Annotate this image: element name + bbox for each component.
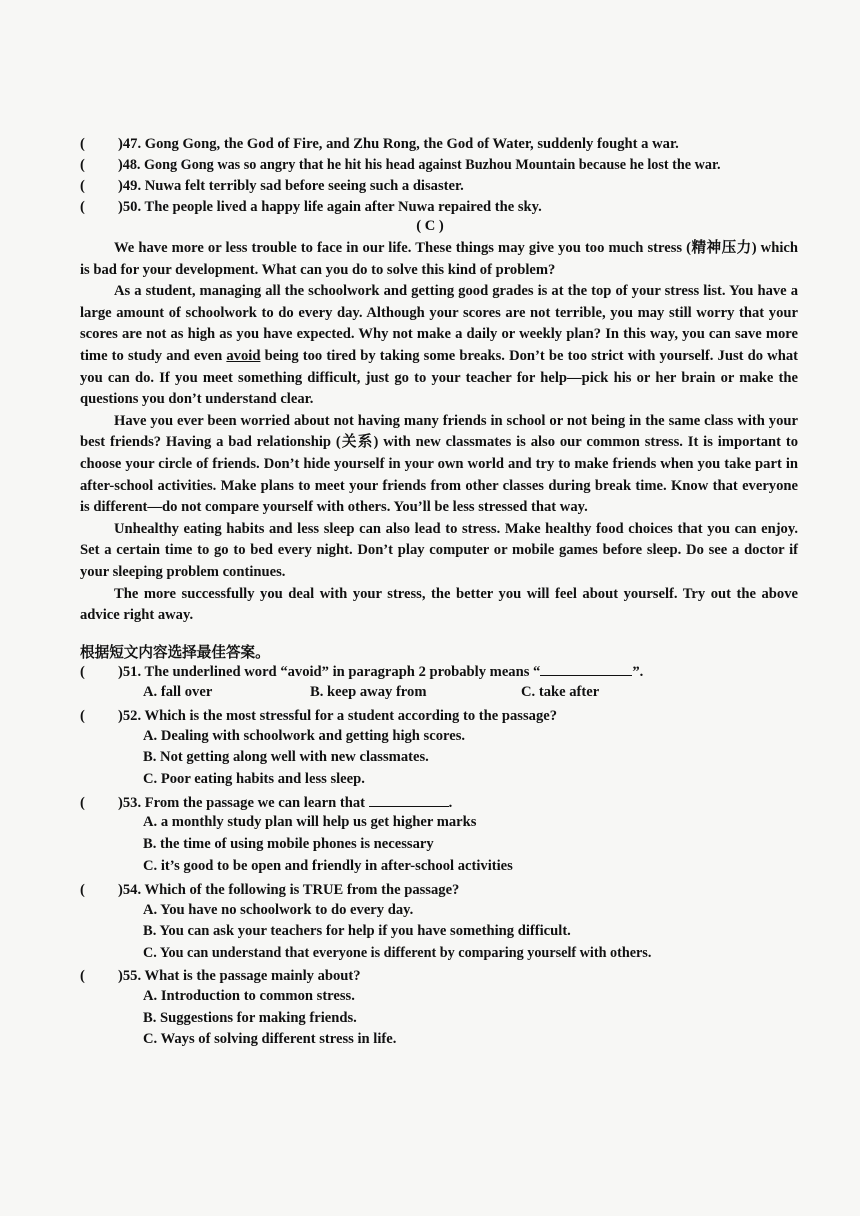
q53-option-a: A. a monthly study plan will help us get higher marks: [143, 814, 477, 830]
instruction: 根据短文内容选择最佳答案。: [80, 644, 270, 661]
q55-stem: )55. What is the passage mainly about?: [118, 968, 361, 984]
passage-paragraph-3: Have you ever been worried about not having many friends in school or not being in the same class with your best friends? Having a bad relationship (关系) with new classmates is also our common stress. It is important to choose your circle of friends. Don’t hide yourself in your own world and try to make friends when you take part in after-school activities. Make plans to meet your friends from other classes during break time. Know that everyone is different—do not compare yourself with others. You’ll be less stressed that way.: [80, 412, 798, 516]
q53-option-c: C. it’s good to be open and friendly in after-school activities: [143, 858, 513, 874]
section-title: ( C ): [416, 218, 444, 234]
q51-stem: )51. The underlined word “avoid” in paragraph 2 probably means “ ”.: [118, 664, 644, 680]
answer-blank: [369, 806, 449, 807]
q52-option-a: A. Dealing with schoolwork and getting high scores.: [143, 728, 466, 744]
tf-item-49: [80, 176, 85, 197]
tf-item-47: [80, 134, 85, 155]
tf-item-47-text: )47. Gong Gong, the God of Fire, and Zhu Rong, the God of Water, suddenly fought a war.: [118, 136, 679, 152]
q53-paren: (: [80, 795, 85, 811]
q53-option-b: B. the time of using mobile phones is necessary: [143, 836, 434, 852]
q51-option-b: B. keep away from: [310, 684, 427, 700]
answer-blank: [540, 675, 632, 676]
tf-item-50: [80, 197, 85, 218]
passage-paragraph-4: Unhealthy eating habits and less sleep can also lead to stress. Make healthy food choices that you can enjoy. Set a certain time to go to bed every night. Don’t play computer or mobile games before sleep. Do see a doctor if your sleeping problem continues.: [80, 520, 798, 580]
answer-paren: (: [80, 136, 85, 152]
q55-option-c: C. Ways of solving different stress in life.: [143, 1031, 397, 1047]
answer-paren: (: [80, 157, 85, 173]
q51-option-a: A. fall over: [143, 684, 213, 700]
underlined-word: avoid: [226, 347, 261, 364]
q55-option-a: A. Introduction to common stress.: [143, 988, 355, 1004]
q52-option-c: C. Poor eating habits and less sleep.: [143, 771, 365, 787]
passage-paragraph-5: The more successfully you deal with your stress, the better you will feel about yourself. Try out the above advice right away.: [80, 585, 798, 624]
q54-option-c: C. You can understand that everyone is different by comparing yourself with others.: [143, 945, 652, 961]
q52-paren: (: [80, 708, 85, 724]
q54-stem: )54. Which of the following is TRUE from the passage?: [118, 882, 460, 898]
passage-paragraph-1: We have more or less trouble to face in our life. These things may give you too much stress (精神压力) which is bad for your development. What can you do to solve this kind of problem?: [80, 240, 798, 278]
q53-stem: )53. From the passage we can learn that .: [118, 795, 453, 811]
q55-option-b: B. Suggestions for making friends.: [143, 1010, 357, 1026]
tf-item-48: [80, 155, 85, 176]
q55-paren: (: [80, 968, 85, 984]
q54-option-a: A. You have no schoolwork to do every day.: [143, 902, 414, 918]
q51-option-c: C. take after: [521, 684, 600, 700]
answer-paren: (: [80, 199, 85, 215]
tf-item-49-text: )49. Nuwa felt terribly sad before seeing such a disaster.: [118, 178, 464, 194]
q52-option-b: B. Not getting along well with new classmates.: [143, 749, 429, 765]
q52-stem: )52. Which is the most stressful for a student according to the passage?: [118, 708, 558, 724]
passage-paragraph-2: As a student, managing all the schoolwork and getting good grades is at the top of your stress list. You have a large amount of schoolwork to do every day. Although your scores are not terrible, you may still worry that your scores are not as high as you have expected. Why not make a daily or weekly plan? In this way, you can save more time to study and even avoid being too tired by taking some breaks. Don’t be too strict with yourself. Just do what you can do. If you meet something difficult, just go to your teacher for help—pick his or her brain or make the questions you don’t understand clear.: [80, 283, 798, 408]
q51-paren: (: [80, 664, 85, 680]
passage: [80, 238, 798, 627]
q54-paren: (: [80, 882, 85, 898]
tf-item-48-text: )48. Gong Gong was so angry that he hit his head against Buzhou Mountain because he lost the war.: [118, 157, 721, 173]
answer-paren: (: [80, 178, 85, 194]
q54-option-b: B. You can ask your teachers for help if you have something difficult.: [143, 923, 571, 939]
tf-item-50-text: )50. The people lived a happy life again after Nuwa repaired the sky.: [118, 199, 542, 215]
